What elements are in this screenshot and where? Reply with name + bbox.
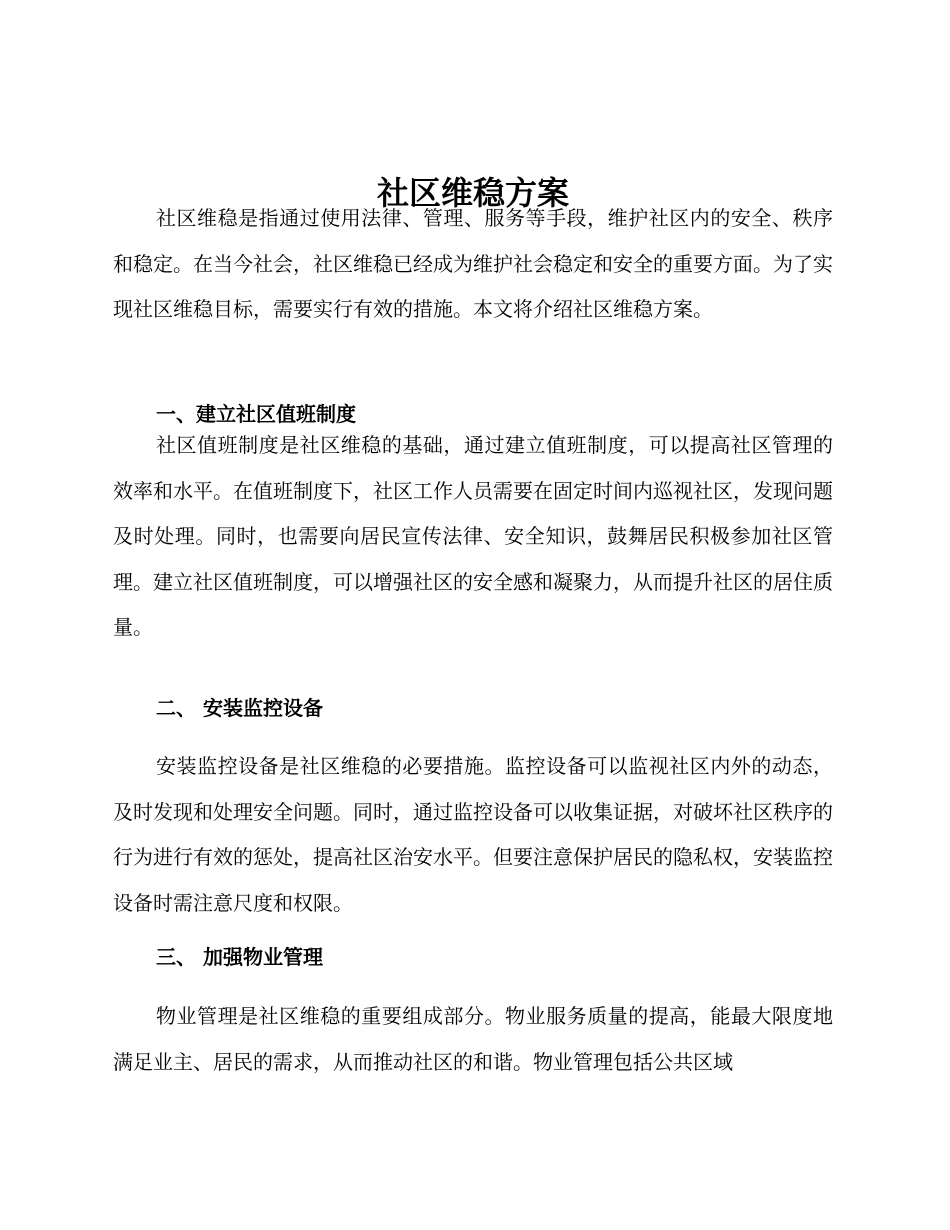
section-heading-2: 二、 安装监控设备 <box>156 696 323 720</box>
section-body-3: 物业管理是社区维稳的重要组成部分。物业服务质量的提高，能最大限度地满足业主、居民的需求，从而推动社区的和谐。物业管理包括公共区域 <box>113 1004 833 1074</box>
section-heading-3: 三、 加强物业管理 <box>156 945 323 969</box>
document-title: 社区维稳方案 <box>376 174 569 213</box>
section-body-1: 社区值班制度是社区维稳的基础，通过建立值班制度，可以提高社区管理的效率和水平。在值班制度下，社区工作人员需要在固定时间内巡视社区，发现问题及时处理。同时，也需要向居民宣传法律、安全知识，鼓舞居民积极参加社区管理。建立社区值班制度，可以增强社区的安全感和凝聚力，从而提升社区的居住质量。 <box>113 433 833 639</box>
intro-paragraph: 社区维稳是指通过使用法律、管理、服务等手段，维护社区内的安全、秩序和稳定。在当今社会，社区维稳已经成为维护社会稳定和安全的重要方面。为了实现社区维稳目标，需要实行有效的措施。本文将介绍社区维稳方案。 <box>113 206 833 321</box>
section-heading-1: 一、建立社区值班制度 <box>156 402 356 426</box>
section-body-2: 安装监控设备是社区维稳的必要措施。监控设备可以监视社区内外的动态，及时发现和处理安全问题。同时，通过监控设备可以收集证据，对破坏社区秩序的行为进行有效的惩处，提高社区治安水平。但要注意保护居民的隐私权，安装监控设备时需注意尺度和权限。 <box>113 754 833 915</box>
